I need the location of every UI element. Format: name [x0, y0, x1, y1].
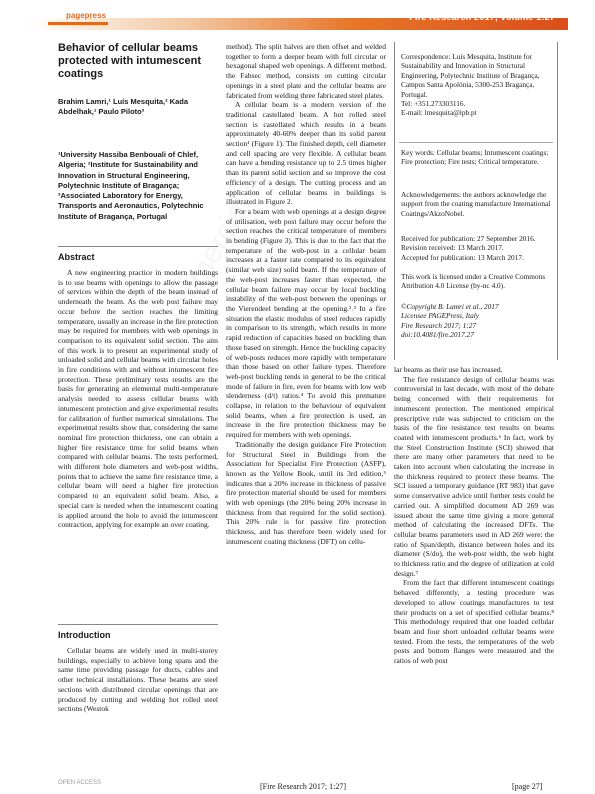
body-column-2 [226, 42, 386, 547]
body-paragraph: lar beams as their use has increased. [394, 365, 503, 374]
body-paragraph: From the fact that different intumescent coatings behaved differently, a testing procedure was developed to allow coatings manufactures to test their products on a set of specified cellular beams.⁸ This methodology required that one loaded cellular beam and four short unloaded cellular beams were tested. From the tests, the temperatures of the web posts and bottom flanges were measured and the ratios of web post [394, 578, 554, 666]
received-date: Received for publication: 27 September 2016. [401, 234, 536, 243]
affiliation-1: ¹University Hassiba Benbouali of Chlef, Algeria; ²Institute for Sustainability and Innovation in Structural Engineering, Polytechnic Institute of Bragança; [58, 150, 199, 190]
body-paragraph: A cellular beam is a modern version of the traditional castellated beam. A hot rolled steel section is castellated which results in a beam approximately 40-60% deeper than its solid parent section¹ (Figure 1). The finished depth, cell diameter and cell spacing are very flexible. A cellular beam can have a bending resistance up to 2.5 times higher than its parent solid section and so improve the cost efficiency of a design. The cutting process and an application of cellular beams in buildings is illustrated in Figure 2. [226, 100, 386, 207]
page-number: [page 27] [512, 782, 543, 791]
license-note: This work is licensed under a Creative Commons Attribution 4.0 License (by-nc 4.0). [401, 272, 546, 291]
article-title: Behavior of cellular beams protected with intumescent coatings [58, 42, 202, 80]
publisher-logo [48, 10, 112, 32]
journal-running-header: Fire Research 2017; volume 1:27 [409, 12, 555, 22]
logo-underline [48, 22, 108, 25]
abstract-heading: Abstract [58, 252, 95, 262]
revision-date: Revision received: 13 March 2017. [401, 243, 504, 253]
affiliation-2: ³Associated Laboratory for Energy, Transports and Aeronautics, Polytechnic Institute of Bragança, Portugal [58, 191, 204, 221]
keywords: Key words: Cellular beams; Intumescent coatings; Fire protection; Fire tests; Critical temperature. [401, 148, 549, 167]
abstract-rule [58, 246, 218, 247]
correspondence-address: Correspondence: Luís Mesquita, Institute for Sustainability and Innovation in Structural Engineering, Polytechnic Institute of Bragança, Campus Santa Apolónia, 5300-253 Bragança, Portugal. [401, 52, 540, 99]
correspondence [401, 52, 551, 118]
doi[interactable]: doi:10.4081/fire.2017.27 [401, 330, 474, 340]
copyright: ©Copyright B. Lamri et al., 2017 [401, 302, 499, 311]
body-paragraph: Traditionally the design guidance Fire Protection for Structural Steel in Buildings from the Association for Specialist Fire Protection (ASFP), known as the Yellow Book, until its 3rd edition,⁵ indicates that a 20% increase in thickness of passive fire protection material should be used for members with web openings (the 20% being 20% increase in thickness from that required for the solid section). This 20% rule is for passive fire protection thickness, and has therefore been widely used for intumescent coating thickness (DFT) on cellu- [226, 439, 386, 546]
open-access-badge [58, 780, 101, 786]
licensee: Licensee PAGEPress, Italy [401, 311, 480, 321]
body-column-3 [394, 365, 554, 666]
body-paragraph: The fire resistance design of cellular beams was controversial in last decade, with most of the debate being concerned with their requirements for intumescent protection. The mentioned empirical prescriptive rule was subjected to criticism on the basis of the fire resistance test results on beams coated with intumescent products.⁶ In fact, work by the Steel Construction Institute (SCI) showed that there are many other parameters that need to be taken into account when calculating the increase in the thickness required to protect these beams. The SCI issued a temporary guidance (RT 983) that gave some conservative advice until further tests could be carried out. A simplified document AD 269 was issued about the same time giving a more general method of calculating the increased DFTs. The cellular beams parameters used in AD 269 were: the ratio of Span/depth, distance between holes and its diameter (S/do), the web-post width, the web hight to thickness ratio and the degree of utilization at cold design.⁷ [394, 374, 554, 578]
sidebar-rule [399, 142, 553, 143]
correspondence-email[interactable]: E-mail: lmesquita@ipb.pt [401, 108, 477, 118]
logo-text: pagepress [66, 11, 107, 20]
accepted-date: Accepted for publication: 13 March 2017. [401, 252, 524, 262]
open-access-text: OPEN ACCESS [58, 780, 102, 786]
citation: Fire Research 2017; 1:27 [401, 320, 477, 330]
introduction-text [58, 646, 218, 714]
acknowledgements: Acknowledgements: the authors acknowledge the support from the coating manufacture International Coatings/AkzoNobel. [401, 190, 551, 218]
footer-citation: [Fire Research 2017; 1:27] [260, 782, 346, 791]
article-info-box [394, 42, 558, 360]
intro-paragraph: Cellular beams are widely used in multi-storey buildings, especially to achieve long spans and the same time providing passage for ducts, cables and other technical installations. These beams are steel sections with distributed circular openings that are produced by cutting and welding hot rolled steel sections (Westok [58, 646, 218, 714]
affiliations [58, 150, 218, 222]
body-paragraph: method). The split halves are then offset and welded together to form a deeper beam with full circular or hexagonal shaped web openings. A different method, the Fabsec method, consists on cutting circular openings in a steel plate and the cellular beams are fabricated from welding three fabricated steel plates. [226, 42, 386, 100]
body-paragraph: For a beam with web openings at a design degree of utilisation, web post failure may occur before the section reaches the critical temperature of members in bending (Figure 3). This is due to the fact that the temperature of the web-post in a cellular beam increases at a faster rate compared to its equivalent (similar web size) solid beam. If the temperature of the web-post increases faster than expected, the cellular beam failure may occur by local buckling instability of the web-post between the openings or the Vierendeel bending at the opening.²˒³ In a fire situation the elastic modulus of steel reduces rapidly in comparison to its strength, which results in more rapid reduction of capacities based on buckling than those based on strength. Hence the buckling capacity of web-posts reduces more rapidly with temperature than those based on other failure types. Therefore web-post buckling tends in general to be the critical mode of failure in fire, even for beams with low web slenderness (d/t) ratios.⁴ To avoid this premature collapse, in relation to the behaviour of equivalent solid beams, when a fire protection is used, an increase in the fire protection thickness may be required for members with web openings. [226, 206, 386, 440]
introduction-heading: Introduction [58, 630, 111, 640]
correspondence-tel: Tel: +351.273303116. [401, 99, 466, 109]
author-list: Brahim Lamri,¹ Luís Mesquita,² Kada Abdelhak,¹ Paulo Piloto³ [58, 97, 189, 116]
abstract-paragraph: A new engineering practice in modern buildings is to use beams with openings to allow the passage of services within the depth of the beam instead of underneath the beam. As the web post failure may occur before the section reaches the limiting temperature, usually an increase in the fire protection may be required for members with web openings in comparison to its equivalent solid section. The aim of this work is to present an experimental study of unloaded solid and cellular beams with circular holes in fire conditions with and without intumescent fire protection. These preliminary tests results are the basis for generating an elemental multi-temperature analysis needed to assess cellular beams with intumescent protection and give experimental results for calibration of further numerical simulations. The experimental results show that, considering the same nominal fire protection thickness, one can obtain a higher fire resistance time for solid beams when compared with cellular beams. The tests performed, with different hole diameters and web-post widths, points that to achieve the same fire resistance time, a cellular beam will need a higher fire protection compared to an equivalent solid beam. Also, a special care is needed when the intumescent coating is applied around the hole to avoid the intumescent contraction, applying for example an over coating. [58, 268, 218, 530]
publication-dates [401, 234, 551, 262]
copyright-block [401, 302, 551, 340]
intro-rule [58, 624, 218, 625]
abstract-text [58, 268, 218, 530]
